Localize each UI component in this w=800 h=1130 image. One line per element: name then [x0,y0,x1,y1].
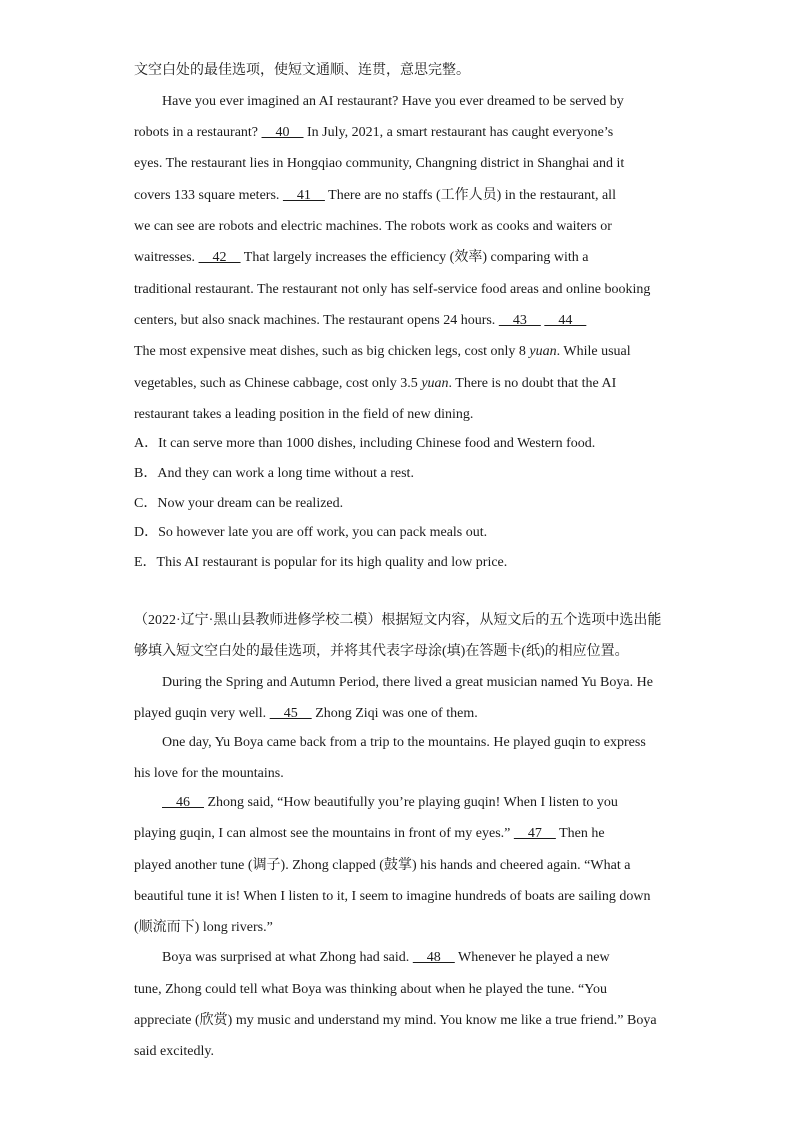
text-segment: vegetables, such as Chinese cabbage, cost only 3.5 [134,376,422,391]
text-line [162,92,624,112]
text-segment: (顺流而下) long rivers.” [134,920,273,935]
text-segment: played guqin very well. [134,706,270,721]
text-segment: . There is no doubt that the AI [448,376,617,391]
text-segment: Zhong said, “How beautifully you’re playing guqin! When I listen to you [204,795,618,810]
text-segment: . While usual [556,344,631,359]
text-line [134,186,616,206]
text-segment: Whenever he played a new [454,950,610,965]
text-line [134,374,616,394]
text-line [134,1042,214,1062]
text-segment: During the Spring and Autumn Period, there lived a great musician named Yu Boya. He [162,675,653,690]
text-segment: traditional restaurant. The restaurant not only has self-service food areas and online booking [134,282,651,297]
section2-heading-line2: 够填入短文空白处的最佳选项，并将其代表字母涂(填)在答题卡(纸)的相应位置。 [134,644,629,659]
text-segment: playing guqin, I can almost see the mountains in front of my eyes.” [134,826,514,841]
text-segment: his love for the mountains. [134,766,284,781]
section2-heading-line1: （2022·辽宁·黑山县教师进修学校二模）根据短文内容，从短文后的五个选项中选出能 [134,613,662,628]
text-line [134,154,624,174]
text-line [134,123,613,143]
option-c: C．Now your dream can be realized. [134,496,344,511]
answer-blank[interactable]: 40 [261,125,304,140]
text-segment: eyes. The restaurant lies in Hongqiao community, Changning district in Shanghai and it [134,156,625,171]
text-segment: beautiful tune it is! When I listen to it, I seem to imagine hundreds of boats are sailing down [134,889,651,904]
text-segment: said excitedly. [134,1044,214,1059]
text-line [134,311,586,331]
answer-blank[interactable]: 42 [198,250,241,265]
text-segment: covers 133 square meters. [134,188,283,203]
text-segment: Have you ever imagined an AI restaurant? Have you ever dreamed to be served by [162,94,624,109]
text-line [134,280,650,300]
text-line [134,1011,657,1031]
text-line [134,764,284,784]
text-line [134,824,605,844]
text-segment: appreciate (欣赏) my music and understand my mind. You know me like a true friend.” Boya [134,1013,657,1028]
answer-blank[interactable]: 41 [282,188,325,203]
text-line [134,405,473,425]
text-line [134,704,478,724]
text-segment: Then he [555,826,605,841]
answer-blank[interactable]: 43 [498,313,541,328]
option-a: A．It can serve more than 1000 dishes, including Chinese food and Western food. [134,436,596,451]
text-segment: we can see are robots and electric machines. The robots work as cooks and waiters or [134,219,612,234]
option-e: E．This AI restaurant is popular for its high quality and low price. [134,555,508,570]
italic-word: yuan [421,376,449,391]
text-segment: centers, but also snack machines. The restaurant opens 24 hours. [134,313,499,328]
text-segment: In July, 2021, a smart restaurant has caught everyone’s [303,125,614,140]
text-segment: There are no staffs (工作人员) in the restaurant, all [324,188,616,203]
text-line [134,342,631,362]
text-segment: Zhong Ziqi was one of them. [311,706,478,721]
text-segment: played another tune (调子). Zhong clapped (鼓掌) his hands and cheered again. “What a [134,858,631,873]
text-segment: The most expensive meat dishes, such as big chicken legs, cost only 8 [134,344,530,359]
text-line [134,217,612,237]
answer-blank[interactable]: 45 [269,706,312,721]
text-segment: waitresses. [134,250,199,265]
text-segment: Boya was surprised at what Zhong had said. [162,950,413,965]
text-line [134,918,273,938]
text-segment: One day, Yu Boya came back from a trip to the mountains. He played guqin to express [162,735,646,750]
text-line [134,887,650,907]
text-segment: tune, Zhong could tell what Boya was thinking about when he played the tune. “You [134,982,607,997]
text-line [134,856,630,876]
text-line [134,980,607,1000]
section1-intro: 文空白处的最佳选项，使短文通顺、连贯，意思完整。 [134,63,470,78]
text-line [162,793,618,813]
answer-blank[interactable]: 44 [544,313,587,328]
text-line [162,733,646,753]
text-line [134,248,588,268]
italic-word: yuan [529,344,557,359]
answer-blank[interactable]: 47 [513,826,556,841]
option-b: B．And they can work a long time without a rest. [134,466,414,481]
text-segment: That largely increases the efficiency (效率) comparing with a [240,250,589,265]
answer-blank[interactable]: 46 [162,795,204,810]
text-segment: robots in a restaurant? [134,125,262,140]
answer-blank[interactable]: 48 [412,950,455,965]
option-d: D．So however late you are off work, you can pack meals out. [134,525,488,540]
text-line [162,948,610,968]
text-segment: restaurant takes a leading position in the field of new dining. [134,407,474,422]
text-line [162,673,653,693]
